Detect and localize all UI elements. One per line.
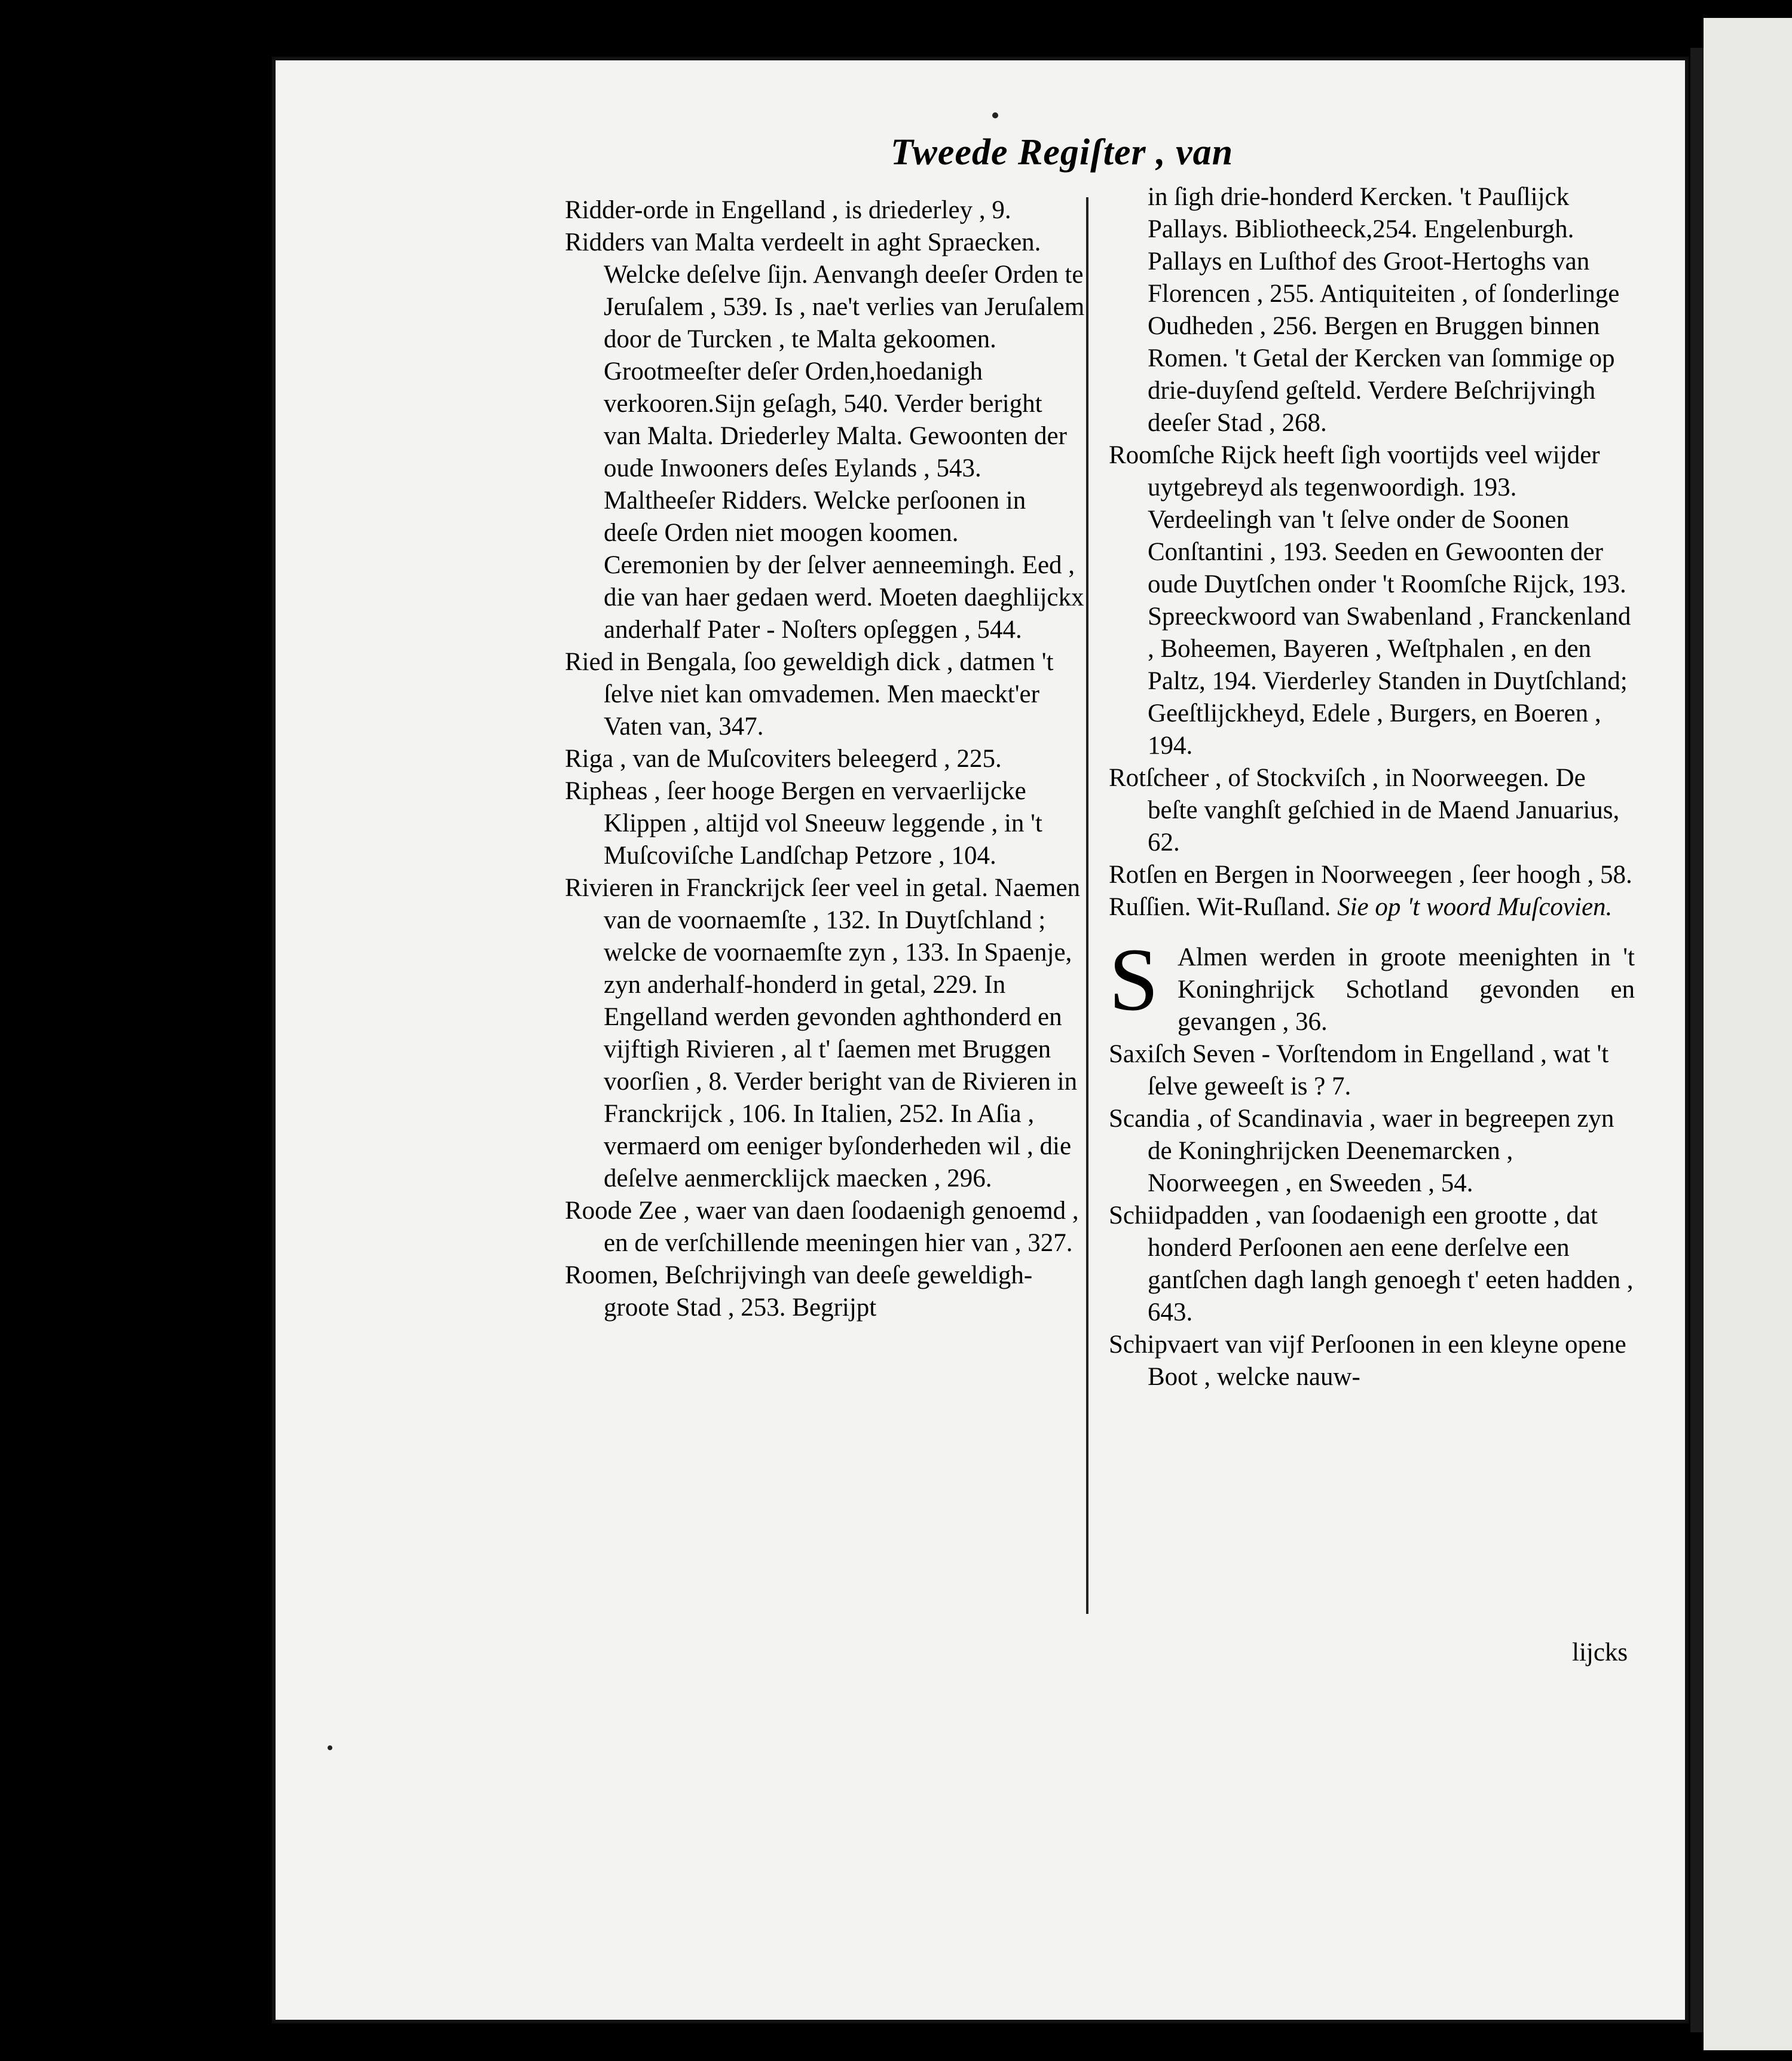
index-entry: Ridders van Malta verdeelt in aght Spraecken. Welcke deſelve ſijn. Aenvangh deeſer Orden te Jeruſalem , 539. Is , nae't verlies van Jeruſalem door de Turcken , te Malta gekoomen. Grootmeeſter deſer Orden,hoedanigh verkooren.Sijn geſagh, 540. Verder beright van Malta. Driederley Malta. Gewoonten der oude Inwooners deſes Eylands , 543. Maltheeſer Ridders. Welcke perſoonen in deeſe Orden niet moogen koomen. Ceremonien by der ſelver aenneemingh. Eed , die van haer gedaen werd. Moeten daeghlijckx anderhalf Pater - Noſters opſeggen , 544. (565, 228, 1085, 644)
index-entry: Rotſen en Bergen in Noorweegen , ſeer hoogh , 58. (1109, 861, 1632, 889)
index-entry: Roomen, Beſchrijvingh van deeſe geweldigh-groote Stad , 253. Begrijpt (565, 1261, 1033, 1322)
index-entry: Ried in Bengala, ſoo geweldigh dick , datmen 't ſelve niet kan omvademen. Men maeckt'er Vaten van, 347. (565, 648, 1054, 741)
index-entry: Schipvaert van vijf Perſoonen in een kleyne opene Boot , welcke nauw- (1109, 1331, 1626, 1391)
index-entry: Roode Zee , waer van daen ſoodaenigh genoemd , en de verſchillende meeningen hier van , 327. (565, 1197, 1079, 1257)
column-rule (1086, 197, 1088, 1614)
entry-text: Ruſſien. Wit-Ruſland. (1109, 893, 1331, 921)
index-entry: Scandia , of Scandinavia , waer in begreepen zyn de Koninghrijcken Deenemarcken , Noorweegen , en Sweeden , 54. (1109, 1105, 1614, 1197)
ink-speck (328, 1745, 332, 1750)
index-entry: Rivieren in Franckrijck ſeer veel in getal. Naemen van de voornaemſte , 132. In Duytſchland ; welcke de voornaemſte zyn , 133. In Spaenje, zyn anderhalf-honderd in getal, 229. In Engelland werden gevonden aghthonderd en vijftigh Rivieren , al t' ſaemen met Bruggen voorſien , 8. Verder beright van de Rivieren in Franckrijck , 106. In Italien, 252. In Aſia , vermaerd om eeniger byſonderheden wil , die deſelve aenmercklijck maecken , 296. (565, 874, 1081, 1192)
index-entry: Rotſcheer , of Stockviſch , in Noorweegen. De beſte vanghſt geſchied in de Maend Januarius, 62. (1109, 764, 1620, 857)
catchword: lijcks (1572, 1638, 1628, 1666)
index-entry: Riga , van de Muſcoviters beleegerd , 225. (565, 745, 1002, 773)
index-entry: Roomſche Rijck heeft ſigh voortijds veel wijder uytgebreyd als tegenwoordigh. 193. Verdeelingh van 't ſelve onder de Soonen Conſtantini , 193. Seeden en Gewoonten der oude Duytſchen onder 't Roomſche Rijck, 193. Spreeckwoord van Swabenland , Franckenland , Boheemen, Bayeren , Weſtphalen , en den Paltz, 194. Vierderley Standen in Duytſchland; Geeſtlijckheyd, Edele , Burgers, en Boeren , 194. (1109, 441, 1631, 760)
ink-speck (992, 112, 998, 118)
right-column (1109, 181, 1635, 1393)
index-entry: Ridder-orde in Engelland , is driederley , 9. (565, 196, 1011, 224)
running-header: Tweede Regiſter , van (891, 132, 1234, 173)
index-entry: Almen werden in groote meenighten in 't Koninghrijck Schotland gevonden en gevangen , 36. (1178, 943, 1635, 1036)
section-s-entry (1109, 930, 1635, 1038)
index-entry-continued: in ſigh drie-honderd Kercken. 't Pauſlijck Pallays. Bibliotheeck,254. Engelenburgh. Pallays en Luſthof des Groot-Hertoghs van Florencen , 255. Antiquiteiten , of ſonderlinge Oudheden , 256. Bergen en Bruggen binnen Romen. 't Getal der Kercken van ſommige op drie-duyſend geſteld. Verdere Beſchrijvingh deeſer Stad , 268. (1148, 183, 1620, 437)
index-entry (1109, 891, 1635, 924)
page-gutter (1690, 48, 1704, 2032)
drop-cap-letter: S (1109, 930, 1159, 1029)
left-column (565, 194, 1085, 1324)
adjacent-page-edge (1704, 18, 1792, 2050)
index-entry: Saxiſch Seven - Vorſtendom in Engelland , wat 't ſelve geweeſt is ? 7. (1109, 1040, 1609, 1100)
cross-reference: Sie op 't woord Muſcovien. (1337, 893, 1613, 921)
index-entry: Ripheas , ſeer hooge Bergen en vervaerlijcke Klippen , altijd vol Sneeuw leggende , in 't Muſcoviſche Landſchap Petzore , 104. (565, 777, 1042, 870)
index-entry: Schiidpadden , van ſoodaenigh een grootte , dat honderd Perſoonen aen eene derſelve een gantſchen dagh langh genoegh t' eeten hadden , 643. (1109, 1201, 1634, 1326)
